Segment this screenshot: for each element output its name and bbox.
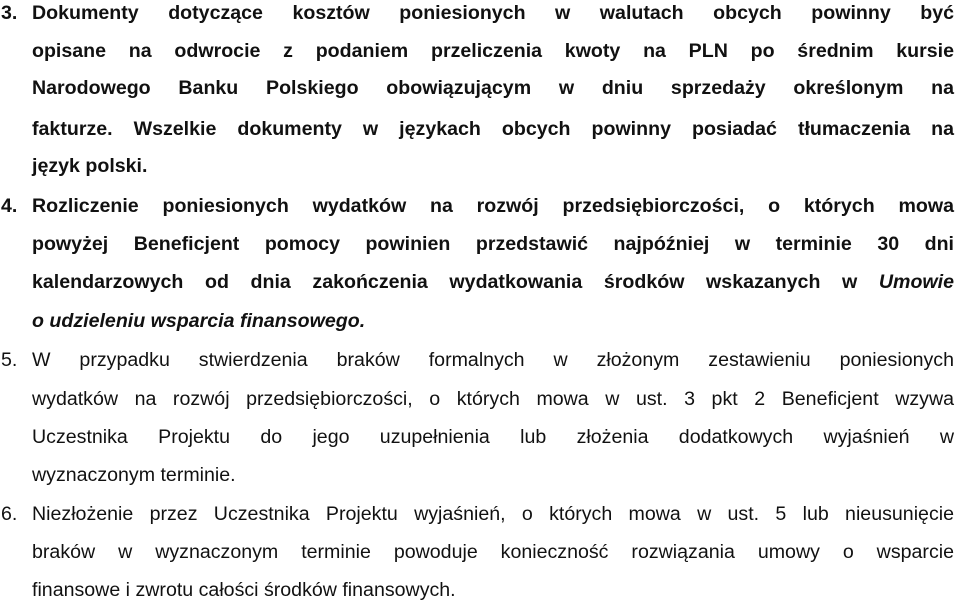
item-number: 3. — [1, 2, 18, 24]
item-number: 5. — [1, 349, 18, 371]
paragraph-line: Dokumenty dotyczące kosztów poniesionych w walutach obcych powinny być — [32, 2, 954, 24]
paragraph-line: Rozliczenie poniesionych wydatków na rozwój przedsiębiorczości, o których mowa — [32, 195, 954, 217]
paragraph-line: Niezłożenie przez Uczestnika Projektu wyjaśnień, o których mowa w ust. 5 lub nieusunięcie — [32, 503, 954, 525]
emphasis-text: Umowie — [878, 271, 954, 293]
paragraph-line: o udzieleniu wsparcia finansowego. — [32, 310, 366, 332]
paragraph-line: powyżej Beneficjent pomocy powinien przedstawić najpóźniej w terminie 30 dni — [32, 233, 954, 255]
paragraph-line: wyznaczonym terminie. — [32, 464, 236, 486]
paragraph-line: wydatków na rozwój przedsiębiorczości, o których mowa w ust. 3 pkt 2 Beneficjent wzywa — [32, 388, 954, 410]
paragraph-line: W przypadku stwierdzenia braków formalnych w złożonym zestawieniu poniesionych — [32, 349, 954, 371]
paragraph-text: kalendarzowych od dnia zakończenia wydatkowania środków wskazanych w — [32, 271, 879, 293]
paragraph-line: Narodowego Banku Polskiego obowiązującym w dniu sprzedaży określonym na — [32, 77, 954, 99]
paragraph-line: braków w wyznaczonym terminie powoduje konieczność rozwiązania umowy o wsparcie — [32, 541, 954, 563]
paragraph-line — [32, 269, 954, 295]
paragraph-line: język polski. — [32, 155, 148, 177]
item-number: 4. — [1, 195, 18, 217]
paragraph-line: Uczestnika Projektu do jego uzupełnienia lub złożenia dodatkowych wyjaśnień w — [32, 426, 954, 448]
item-number: 6. — [1, 503, 18, 525]
paragraph-line: fakturze. Wszelkie dokumenty w językach obcych powinny posiadać tłumaczenia na — [32, 118, 954, 140]
paragraph-line: opisane na odwrocie z podaniem przeliczenia kwoty na PLN po średnim kursie — [32, 40, 954, 62]
paragraph-line: finansowe i zwrotu całości środków finansowych. — [32, 579, 456, 601]
